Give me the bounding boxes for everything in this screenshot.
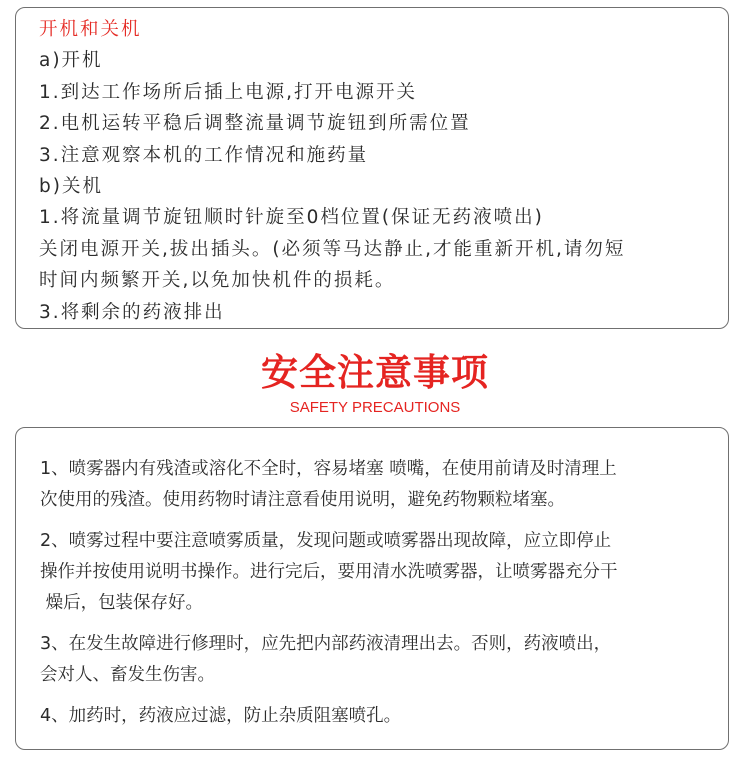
safety-item-1 [40, 454, 718, 516]
power-line: 关闭电源开关,拔出插头。(必须等马达静止,才能重新开机,请勿短 [39, 238, 626, 260]
safety-item-line: 次使用的残渣。使用药物时请注意看使用说明，避免药物颗粒堵塞。 [40, 490, 565, 510]
safety-item-line: 燥后，包装保存好。 [40, 593, 204, 613]
safety-subtitle: SAFETY PRECAUTIONS [289, 399, 461, 416]
power-line: b)关机 [39, 176, 103, 198]
power-line: a)开机 [39, 50, 103, 72]
safety-item-2 [40, 526, 718, 619]
safety-item-line: 1、喷雾器内有残渣或溶化不全时，容易堵塞 喷嘴，在使用前请及时清理上 [40, 459, 617, 479]
safety-precautions-box [15, 427, 729, 750]
safety-item-line: 4、加药时，药液应过滤，防止杂质阻塞喷孔。 [40, 706, 402, 726]
power-heading: 开机和关机 [39, 19, 142, 40]
power-line: 3.注意观察本机的工作情况和施药量 [39, 144, 369, 166]
power-line: 2.电机运转平稳后调整流量调节旋钮到所需位置 [39, 113, 471, 135]
safety-item-line: 会对人、畜发生伤害。 [40, 665, 215, 685]
power-line: 1.将流量调节旋钮顺时针旋至0档位置(保证无药液喷出) [39, 207, 544, 229]
safety-item-4 [40, 701, 718, 732]
power-instructions-box [15, 7, 729, 329]
safety-item-line: 操作并按使用说明书操作。进行完后，要用清水洗喷雾器，让喷雾器充分干 [40, 562, 618, 582]
safety-item-line: 2、喷雾过程中要注意喷雾质量，发现问题或喷雾器出现故障，应立即停止 [40, 531, 612, 551]
power-line: 1.到达工作场所后插上电源,打开电源开关 [39, 81, 418, 103]
power-line: 3.将剩余的药液排出 [39, 301, 225, 323]
safety-item-3 [40, 629, 718, 691]
power-line: 时间内频繁开关,以免加快机件的损耗。 [39, 270, 396, 292]
safety-item-line: 3、在发生故障进行修理时，应先把内部药液清理出去。否则，药液喷出， [40, 634, 612, 654]
safety-title: 安全注意事项 [261, 351, 489, 394]
